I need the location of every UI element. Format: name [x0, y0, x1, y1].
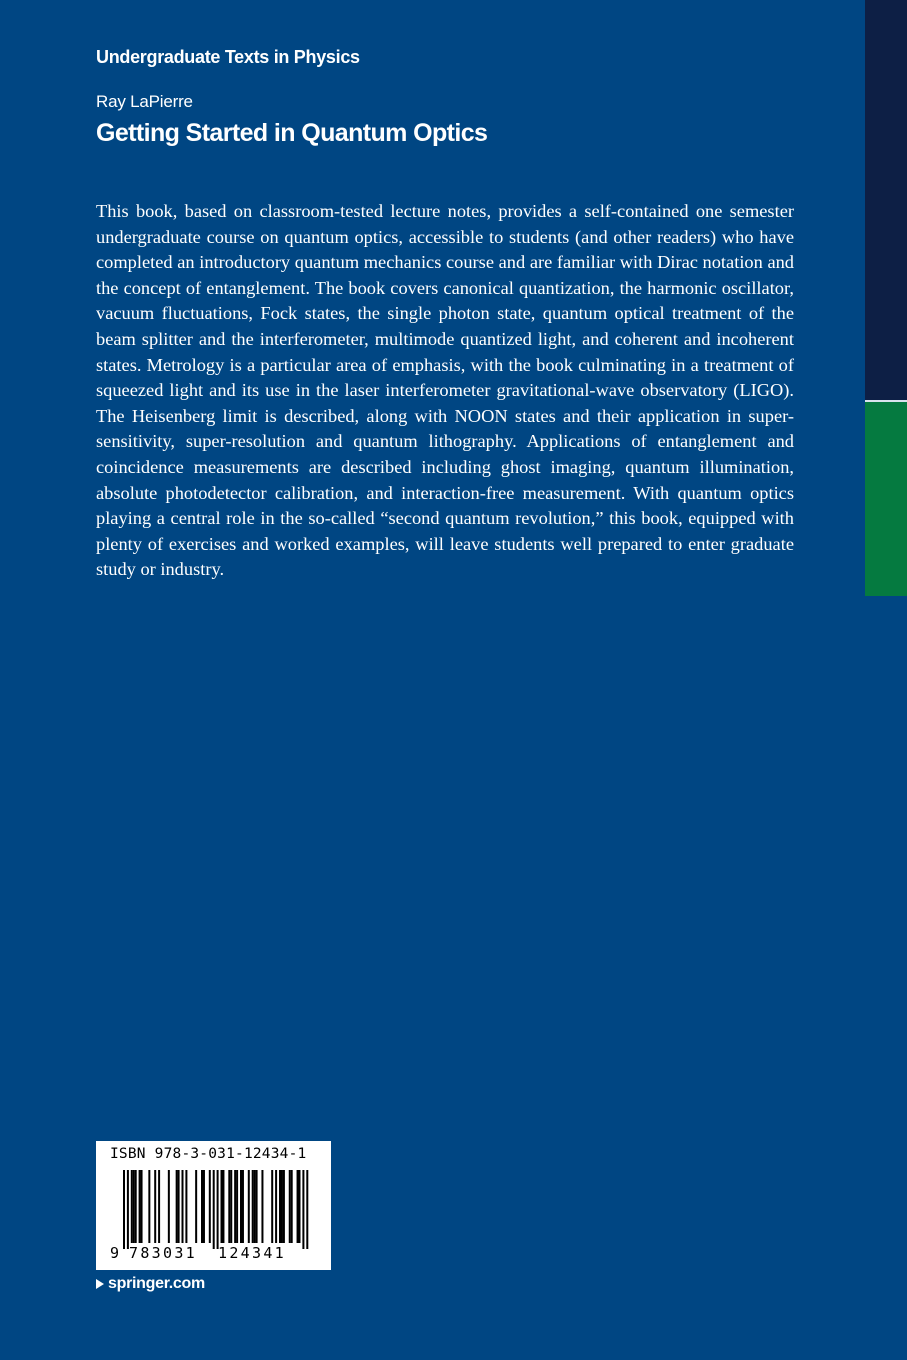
barcode-bar	[141, 1170, 143, 1243]
barcode-bar	[185, 1170, 187, 1243]
isbn-number: ISBN 978-3-031-12434-1	[110, 1146, 307, 1162]
barcode-bar	[234, 1170, 236, 1243]
barcode-bar	[203, 1170, 205, 1243]
book-title: Getting Started in Quantum Optics	[96, 119, 488, 147]
barcode-left-digits: 783031	[129, 1244, 197, 1262]
barcode-bar	[154, 1170, 156, 1243]
barcode-bar	[135, 1170, 137, 1243]
barcode-bar	[279, 1170, 281, 1243]
author-name: Ray LaPierre	[96, 92, 193, 111]
barcode-bar	[252, 1170, 254, 1243]
barcode-bar	[240, 1170, 242, 1243]
barcode-bar	[201, 1170, 203, 1243]
barcode-bar	[139, 1170, 141, 1243]
barcode-bar	[242, 1170, 244, 1243]
barcode-bar	[148, 1170, 150, 1243]
barcode-bar	[289, 1170, 291, 1243]
barcode-bar	[254, 1170, 256, 1243]
barcode-bar	[127, 1170, 129, 1249]
barcode-bar	[248, 1170, 250, 1243]
barcode-bar	[230, 1170, 232, 1243]
barcode-bar	[123, 1170, 125, 1249]
barcode-bar	[195, 1170, 197, 1243]
spine-band-dark	[865, 0, 907, 400]
barcode-bar	[291, 1170, 293, 1243]
barcode-bar	[213, 1170, 215, 1249]
barcode-bar	[176, 1170, 178, 1243]
barcode-bar	[133, 1170, 135, 1243]
barcode-bar	[209, 1170, 211, 1243]
barcode-bar	[275, 1170, 277, 1243]
barcode-lead-digit: 9	[110, 1244, 120, 1262]
publisher-link-text[interactable]: springer.com	[108, 1275, 205, 1292]
barcode-bar	[281, 1170, 283, 1243]
spine-band-green	[865, 402, 907, 596]
barcode-bar	[299, 1170, 301, 1243]
barcode-bar	[271, 1170, 273, 1243]
barcode-bar	[256, 1170, 258, 1243]
barcode-bar	[158, 1170, 160, 1243]
barcode-bar	[297, 1170, 299, 1243]
publisher-link[interactable]	[95, 1275, 205, 1293]
barcode-right-digits: 124341	[218, 1244, 286, 1262]
barcode-bar	[306, 1170, 308, 1249]
barcode-bar	[302, 1170, 304, 1249]
barcode-bar	[222, 1170, 224, 1243]
barcode-bar	[283, 1170, 285, 1243]
barcode-bar	[182, 1170, 184, 1243]
isbn-barcode	[96, 1141, 331, 1270]
book-description: This book, based on classroom-tested lecture notes, provides a self-contained one semester undergraduate course on quantum optics, accessible to students (and other readers) who have completed an introductory quantum mechanics course and are familiar with Dirac notation and the concept of entanglement. The book covers canonical quantization, the harmonic oscillator, vacuum fluctuations, Fock states, the single photon state, quantum optical treatment of the beam splitter and the interferometer, multimode quantized light, and coherent and incoherent states. Metrology is a particular area of emphasis, with the book culminating in a treatment of squeezed light and its use in the laser interferometer gravitational-wave observatory (LIGO). The Heisenberg limit is described, along with NOON states and their application in super-sensitivity, super-resolution and quantum lithography. Applications of entanglement and coincidence measurements are described including ghost imaging, quantum illumination, absolute photodetector calibration, and interaction-free measurement. With quantum optics playing a central role in the so-called “second quantum revolution,” this book, equipped with plenty of exercises and worked examples, will leave students well prepared to enter graduate study or industry.	[96, 201, 794, 580]
barcode-bar	[217, 1170, 219, 1249]
barcode-bar	[178, 1170, 180, 1243]
barcode-bar	[261, 1170, 263, 1243]
arrow-right-icon	[95, 1278, 105, 1290]
barcode-bar	[236, 1170, 238, 1243]
barcode-bar	[131, 1170, 133, 1243]
barcode-bar	[168, 1170, 170, 1243]
series-name: Undergraduate Texts in Physics	[96, 47, 360, 67]
barcode-bar	[228, 1170, 230, 1243]
barcode-bar	[221, 1170, 223, 1243]
